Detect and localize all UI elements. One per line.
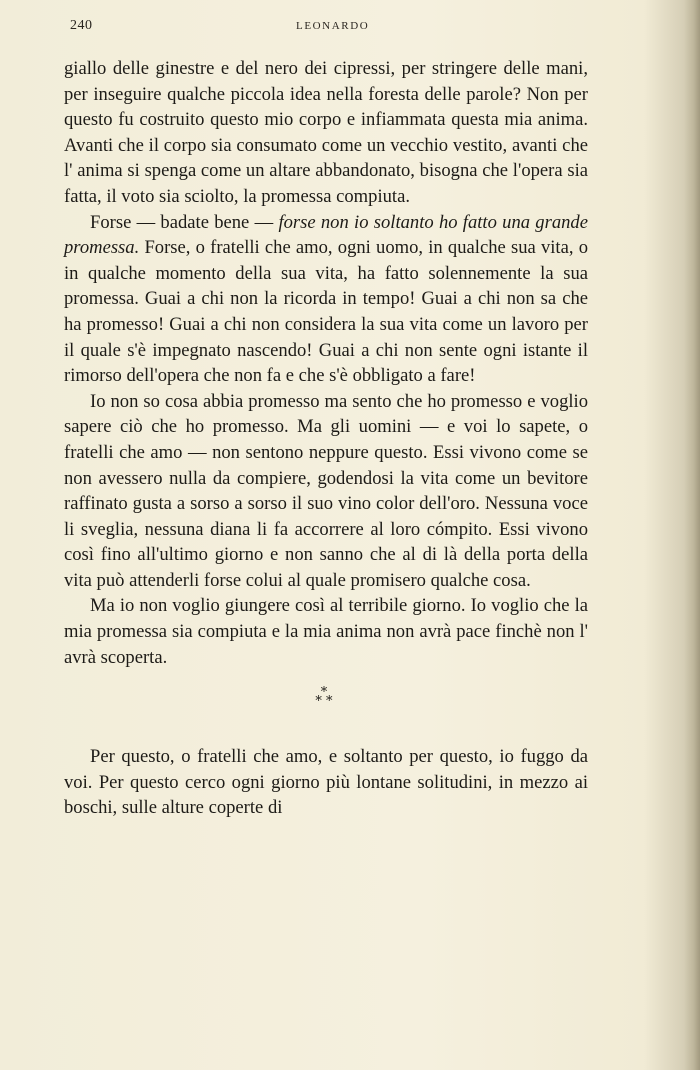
asterism: * * * [315,685,333,710]
body-text [64,56,588,821]
italic-phrase: forse non io soltanto ho fatto una grande promessa. [64,211,588,259]
paragraph [64,210,588,389]
paragraph: Per questo, o fratelli che amo, e soltanto per questo, io fuggo da voi. Per questo cerco ogni giorno più lontane solitudini, in mezzo ai boschi, sulle alture coperte di [64,746,588,819]
section-break [64,670,588,744]
paragraph-continued: giallo delle ginestre e del nero dei cipressi, per stringere delle mani, per inseguire qualche piccola idea nella foresta delle parole? Non per questo fu costruito questo mio corpo e infiammata questa mia anima. Avanti che il corpo sia consumato come un vecchio vestito, avanti che l' anima si spenga come un altare abbandonato, bisogna che l'opera sia fatta, il voto sia sciolto, la promessa compiuta. [64,58,588,207]
running-title: LEONARDO [296,20,370,32]
paragraph-lead: Forse — badate bene — [90,211,274,233]
page-gutter-shadow [684,0,700,1070]
paragraph-text: Forse, o fratelli che amo, ogni uomo, in qualche sua vita, o in qualche momento della sua vita, ha fatto solennemente la sua promessa. Guai a chi non la ricorda in tempo! Guai a chi non sa che ha promesso! Guai a chi non considera la sua vita come un lavoro per il quale s'è impegnato nascendo! Guai a chi non sente ogni istante il rimorso dell'opera che non fa e che s'è obbligato a fare! [64,237,588,387]
running-head [64,18,588,38]
paragraph: Io non so cosa abbia promesso ma sento che ho promesso e voglio sapere ciò che ho promesso. Ma gli uomini — e voi lo sapete, o fratelli che amo — non sentono neppure questo. Essi vivono come se non avessero nulla da compiere, godendosi la vita come un bevitore raffinato gusta a sorso a sorso il suo vino color dell'oro. Nessuna voce li sveglia, nessuna diana li fa accorrere al loro cómpito. Essi vivono così fino all'ultimo giorno e non sanno che al di là della porta della vita può attenderli forse colui al quale promisero qualche cosa. [64,390,588,591]
paragraph: Ma io non voglio giungere così al terribile giorno. Io voglio che la mia promessa sia compiuta e la mia anima non avrà pace finchè non l' avrà scoperta. [64,595,588,668]
page-number: 240 [70,18,93,33]
